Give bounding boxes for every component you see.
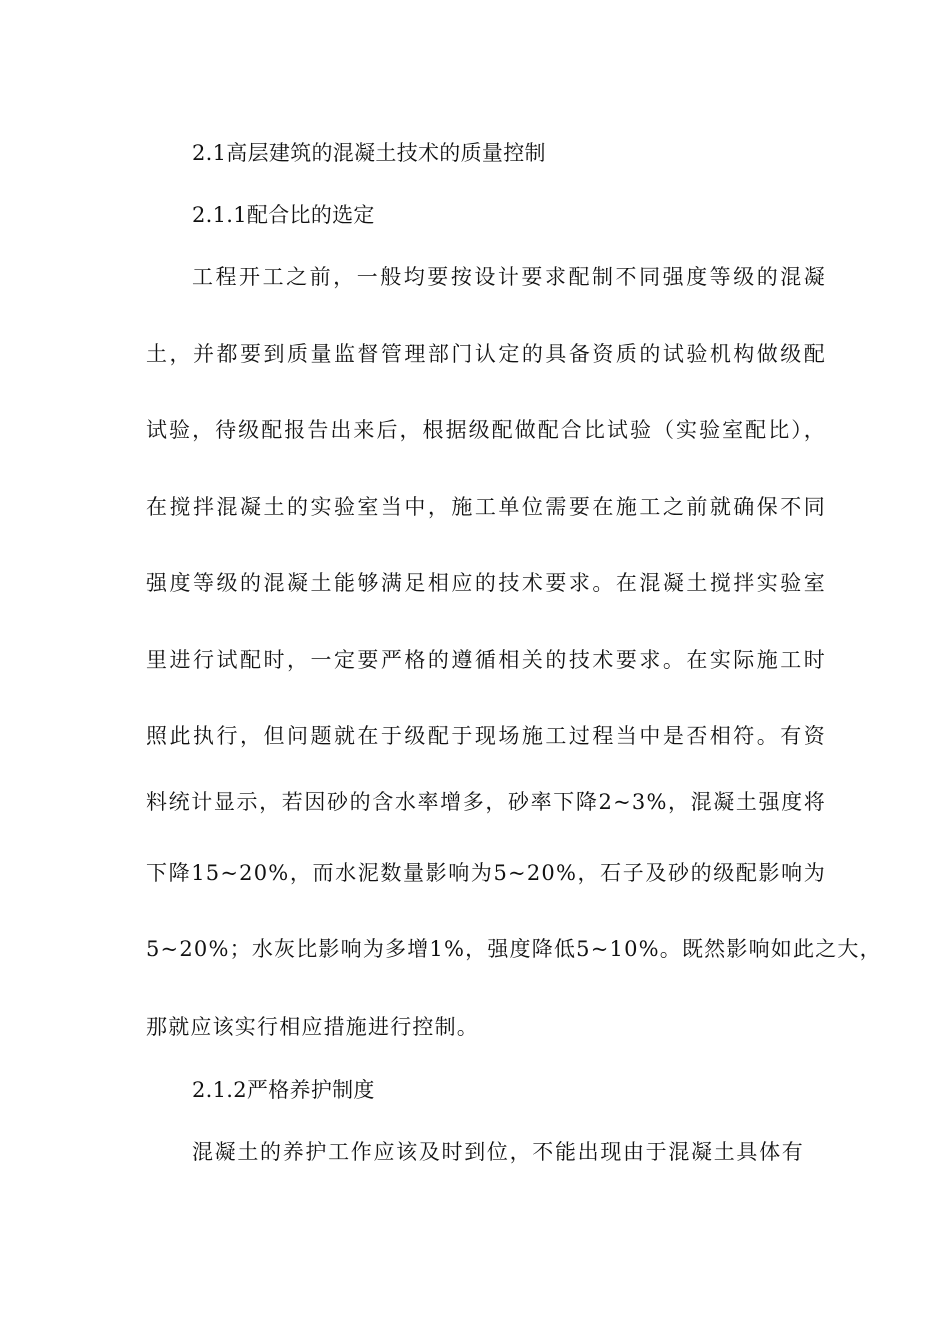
paragraph-line: 下降15~20%，而水泥数量影响为5~20%，石子及砂的级配影响为 <box>146 861 826 885</box>
paragraph-line: 照此执行，但问题就在于级配于现场施工过程当中是否相符。有资 <box>146 724 826 748</box>
paragraph-line: 在搅拌混凝土的实验室当中，施工单位需要在施工之前就确保不同 <box>146 495 826 519</box>
paragraph-line: 土，并都要到质量监督管理部门认定的具备资质的试验机构做级配 <box>146 342 826 366</box>
paragraph-line: 5~20%；水灰比影响为多增1%，强度降低5~10%。既然影响如此之大， <box>146 937 882 961</box>
paragraph-line: 混凝土的养护工作应该及时到位，不能出现由于混凝土具体有 <box>192 1140 804 1164</box>
section-heading-2-1: 2.1高层建筑的混凝土技术的质量控制 <box>192 141 546 165</box>
subsection-heading-2-1-2: 2.1.2严格养护制度 <box>192 1078 375 1102</box>
subsection-heading-2-1-1: 2.1.1配合比的选定 <box>192 203 375 227</box>
paragraph-line: 里进行试配时，一定要严格的遵循相关的技术要求。在实际施工时 <box>146 648 826 672</box>
paragraph-line: 那就应该实行相应措施进行控制。 <box>146 1015 479 1039</box>
paragraph-line: 强度等级的混凝土能够满足相应的技术要求。在混凝土搅拌实验室 <box>146 571 826 595</box>
paragraph-line: 试验，待级配报告出来后，根据级配做配合比试验（实验室配比）， <box>146 418 826 442</box>
paragraph-line: 工程开工之前，一般均要按设计要求配制不同强度等级的混凝 <box>192 265 826 289</box>
paragraph-line: 料统计显示，若因砂的含水率增多，砂率下降2~3%，混凝土强度将 <box>146 790 826 814</box>
